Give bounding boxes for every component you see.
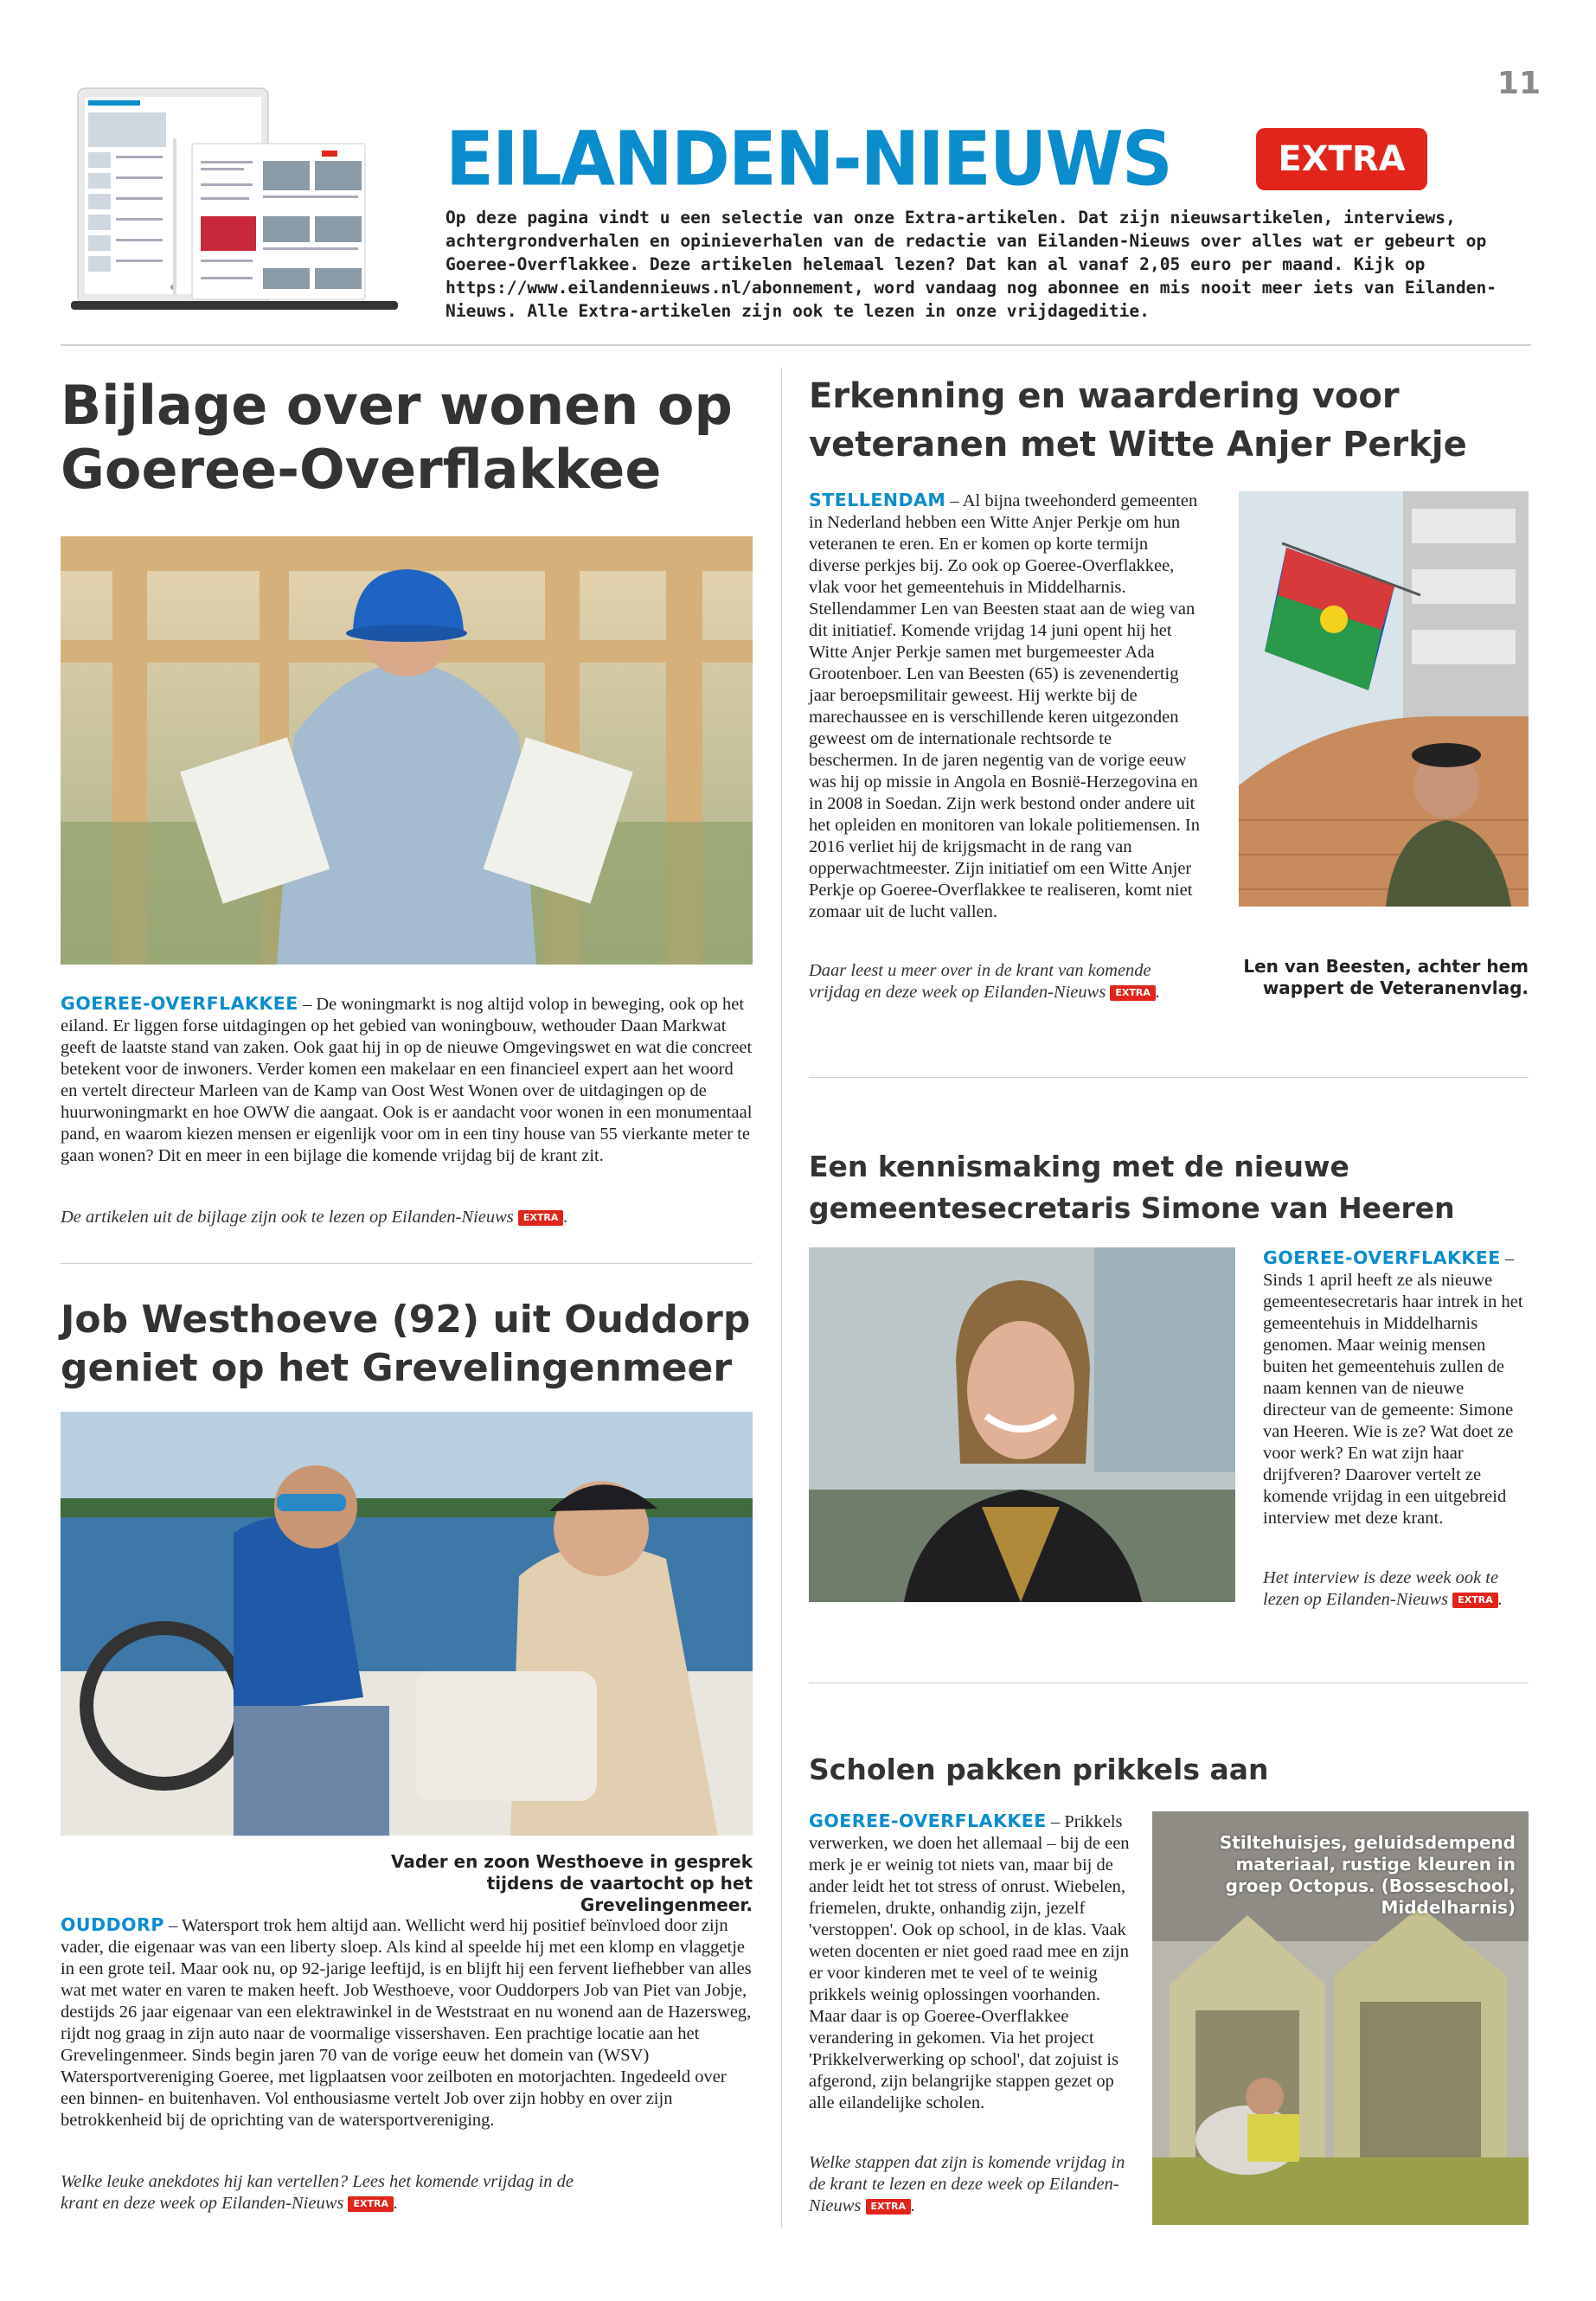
veteranen-location: STELLENDAM xyxy=(809,490,946,510)
header-divider xyxy=(61,344,1531,346)
westhoeve-title: Job Westhoeve (92) uit Ouddorp geniet op het Grevelingenmeer xyxy=(61,1298,751,1390)
westhoeve-location: OUDDORP xyxy=(61,1914,164,1935)
intro-text: Op deze pagina vindt u een selectie van onze Extra-artikelen. Dat zijn nieuwsartikelen, interviews, achtergrondverhalen en opinieverhalen van de redactie van Eilanden-Nieuws over alles wat er gebeurt op Goeree-Overflakkee. Deze artikelen helemaal lezen? Dat kan al vanaf 2,05 euro per maand. Kijk op https://www.eilandennieuws.nl/abonnement, word vandaag nog abonnee en mis nooit meer iets van Eilanden-Nieuws. Alle Extra-artikelen zijn ook te lezen in onze vrijdageditie. xyxy=(445,208,1497,321)
divider xyxy=(61,1263,753,1264)
page-number: 11 xyxy=(1497,66,1541,101)
scholen-body: GOEREE-OVERFLAKKEE – Prikkels verwerken, we doen het allemaal – bij de een merk je er weinig tot niets van, maar bij de ander leidt het tot stress of onrust. Wiebelen, friemelen, drukte, onhandig zijn, jezelf 'verstoppen'. Ook op school, in de klas. Vaak weten docenten er niet goed raad mee en zijn er voor kinderen met te veel of te weinig prikkels weinig oplossingen voorhanden. Maar daar is op Goeree-Overflakkee verandering in gekomen. Via het project 'Prikkelverwerking op school', dat zojuist is afgerond, zijn belangrijke stappen gezet op alle eilandelijke scholen. xyxy=(809,1811,1130,2112)
wonen-photo xyxy=(61,536,753,965)
scholen-caption: Stiltehuisjes, geluidsdempend materiaal, rustige kleuren in groep Octopus. (Bosseschool, Middelharnis) xyxy=(1219,1832,1516,1918)
westhoeve-photo xyxy=(61,1412,753,1836)
column-divider xyxy=(781,368,782,2227)
secretaris-body: GOEREE-OVERFLAKKEE – Sinds 1 april heeft ze als nieuwe gemeentesecretaris haar intrek in het gemeentehuis in Middelharnis genomen. Maar weinig mensen buiten het gemeentehuis zullen de naam kennen van de nieuwe directeur van de gemeente: Simone van Heeren. Wie is ze? Wat doet ze voor werk? En wat zijn haar drijfveren? Daarover vertelt ze komende vrijdag in een uitgebreid interview met deze krant. xyxy=(1263,1247,1523,1528)
secretaris-more: Het interview is deze week ook te lezen op Eilanden-Nieuws EXTRA . xyxy=(1263,1568,1503,1609)
veteranen-title: Erkenning en waardering voor veteranen met Witte Anjer Perkje xyxy=(809,376,1467,465)
westhoeve-caption: Vader en zoon Westhoeve in gesprek tijdens de vaartocht op het Grevelingenmeer. xyxy=(390,1851,753,1915)
secretaris-title: Een kennismaking met de nieuwe gemeentesecretaris Simone van Heeren xyxy=(809,1150,1455,1225)
scholen-title: Scholen pakken prikkels aan xyxy=(809,1753,1269,1786)
scholen-location: GOEREE-OVERFLAKKEE xyxy=(809,1811,1047,1831)
eilanden-nieuws-logo: EILANDEN-NIEUWS xyxy=(445,116,1171,203)
secretaris-photo xyxy=(809,1247,1235,1602)
westhoeve-body: OUDDORP – Watersport trok hem altijd aan. Wellicht werd hij positief beïnvloed door zijn vader, die eigenaar was van een liberty sloep. Als kind al speelde hij met een klomp en vlaggetje in een grote teil. Maar ook nu, op 92-jarige leeftijd, is en blijft hij een fervent liefhebber van alles wat met water en varen te maken heeft. Job Westhoeve, voor Ouddorpers Job van Piet van Jobje, destijds 26 jaar eigenaar van een elektrawinkel in de Weststraat en nu wonend aan de Hazersweg, rijdt nog graag in zijn auto naar de voormalige vissershaven. Een prachtige locatie aan het Grevelingenmeer. Sinds begin jaren 70 van de vorige eeuw het domein van (WSV) Watersportvereniging Goeree, met ligplaatsen voor zeilboten en motorjachten. Ingedeeld over een binnen- en buitenhaven. Vol enthousiasme vertelt Job over zijn hobby en over zijn betrokkenheid bij de oprichting van de watersportvereniging. xyxy=(61,1914,752,2130)
extra-badge: EXTRA xyxy=(1256,128,1427,190)
veteranen-more: Daar leest u meer over in de krant van komende vrijdag en deze week op Eilanden-Nieuws EXTRA . xyxy=(809,961,1161,1002)
veteranen-body: STELLENDAM – Al bijna tweehonderd gemeenten in Nederland hebben een Witte Anjer Perkje om hun veteranen te eren. En er komen op korte termijn diverse perkjes bij. Zo ook op Goeree-Overflakkee, vlak voor het gemeentehuis in Middelharnis. Stellendammer Len van Beesten staat aan de wieg van dit initiatief. Komende vrijdag 14 juni opent hij het Witte Anjer Perkje samen met burgemeester Ada Grootenboer. Len van Beesten (65) is zevenendertig jaar beroepsmilitair geweest. Hij werkte bij de marechaussee en is verschillende keren uitgezonden geweest om de internationale rechtsorde te beschermen. In de jaren negentig van de vorige eeuw was hij op missie in Angola en Bosnië-Herzegovina en in 2008 in Soedan. Zijn werk bestond onder andere uit het opleiden en monitoren van lokale politiemensen. In 2016 verliet hij de krijgsmacht in de rang van opperwachtmeester. Zijn initiatief om een Witte Anjer Perkje op Goeree-Overflakkee te realiseren, komt niet zomaar uit de lucht vallen. xyxy=(809,490,1201,921)
scholen-more: Welke stappen dat zijn is komende vrijdag in de krant te lezen en deze week op Eilanden-Nieuws EXTRA . xyxy=(809,2153,1125,2215)
wonen-more: De artikelen uit de bijlage zijn ook te lezen op Eilanden-Nieuws EXTRA . xyxy=(61,1208,568,1227)
wonen-title: Bijlage over wonen op Goeree-Overflakkee xyxy=(61,374,733,501)
extra-tag: EXTRA xyxy=(1452,1593,1497,1608)
extra-tag: EXTRA xyxy=(518,1210,563,1226)
website-preview-illustration xyxy=(71,87,398,313)
divider xyxy=(809,1682,1529,1683)
westhoeve-more: Welke leuke anekdotes hij kan vertellen? Lees het komende vrijdag in de krant en deze week op Eilanden-Nieuws EXTRA . xyxy=(61,2172,574,2213)
secretaris-location: GOEREE-OVERFLAKKEE xyxy=(1263,1247,1501,1268)
divider xyxy=(809,1077,1529,1078)
extra-tag: EXTRA xyxy=(348,2196,393,2212)
extra-tag: EXTRA xyxy=(866,2199,911,2214)
wonen-location: GOEREE-OVERFLAKKEE xyxy=(61,993,298,1014)
wonen-body: GOEREE-OVERFLAKKEE – De woningmarkt is nog altijd volop in beweging, ook op het eiland. Er liggen forse uitdagingen op het gebied van woningbouw, wethouder Daan Markwat geeft de laatste stand van zaken. Ook gaat hij in op de nieuwe Omgevingswet en wat die concreet betekent voor de inwoners. Verder komen een makelaar en een financieel expert aan het woord en vertelt directeur Marleen van de Kamp van Oost West Wonen over de uitdagingen op de huurwoningmarkt en hoe OWW die aangaat. Ook is er aandacht voor wonen in een monumentaal pand, en waarom kiezen mensen er eigenlijk voor om in een tiny house van 55 vierkante meter te gaan wonen? Dit en meer in een bijlage die komende vrijdag bij de krant zit. xyxy=(61,993,753,1165)
veteranen-caption: Len van Beesten, achter hem wappert de Veteranenvlag. xyxy=(1243,956,1529,998)
extra-tag: EXTRA xyxy=(1110,985,1155,1001)
veteranen-photo xyxy=(1239,491,1529,907)
